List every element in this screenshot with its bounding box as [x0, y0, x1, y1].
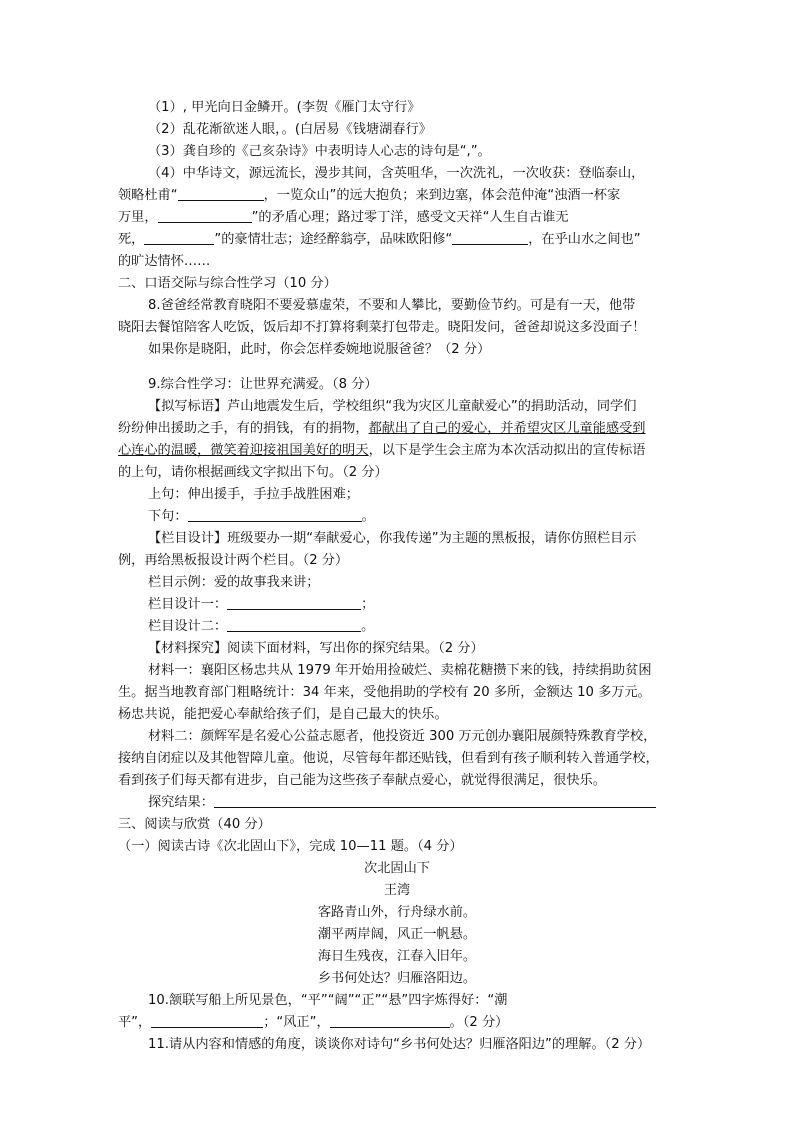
text: 栏目设计一： [148, 597, 228, 612]
q9-c-material1-line2: 生。据当地教育部门粗略统计：34 年来，受他捐助的学校有 20 多所，金额达 10 多万元。 [118, 685, 651, 700]
q9-a-line4: 的上句，请你根据画线文字拟出下句。（2 分） [118, 465, 388, 480]
q7-item1: （1）, 甲光向日金鳞开。(李贺《雁门太守行》 [148, 100, 421, 115]
q8-line1: 8.爸爸经常教育晓阳不要爱慕虚荣，不要和人攀比，要勤俭节约。可是有一天，他带 [148, 298, 636, 313]
q9-title: 9.综合性学习：让世界充满爱。（8 分） [148, 377, 378, 392]
text: 。（2 分） [449, 1015, 509, 1030]
poem-line: 海日生残夜，江春入旧年。 [317, 949, 477, 964]
poem-line: 客路青山外，行舟绿水前。 [317, 905, 477, 920]
q7-item4-line4 [118, 229, 641, 251]
q9-c-material1-line1: 材料一：襄阳区杨忠共从 1979 年开始用捡破烂、卖棉花糖攒下来的钱，持续捐助贫困 [148, 663, 652, 678]
text: ”的豪情壮志；途经醉翁亭，品味欧阳修“ [214, 232, 453, 247]
section2-title: 二、口语交际与综合性学习（10 分） [118, 276, 337, 291]
q9-a-upper: 上句：伸出援手，手拉手战胜困难； [148, 487, 359, 502]
q7-item4-line3 [118, 207, 569, 229]
q9-b-design1 [148, 594, 374, 616]
q9-c-line1: 【材料探究】阅读下面材料，写出你的探究结果。（2 分） [148, 641, 484, 656]
text: ，在乎山水之间也” [528, 232, 641, 247]
text: 。 [361, 619, 375, 634]
q7-item4-line1: （4）中华诗文，源远流长，漫步其间，含英咀华，一次洗礼，一次收获：登临泰山， [148, 166, 645, 181]
q11: 11.请从内容和情感的角度，谈谈你对诗句“乡书何处达？归雁洛阳边”的理解。（2 分） [148, 1037, 651, 1052]
answer-blank[interactable] [227, 616, 361, 632]
q9-a-line3 [118, 440, 646, 462]
q8-line3: 如果你是晓阳，此时，你会怎样委婉地说服爸爸？（2 分） [148, 342, 491, 357]
q9-b-design2 [148, 616, 374, 638]
q7-item4-line5: 的旷达情怀…… [118, 254, 211, 269]
q9-a-lower [148, 506, 375, 528]
text: ，以下是学生会主席为本次活动拟出的宣传标语 [368, 443, 646, 458]
q7-item3: （3）龚自珍的《己亥杂诗》中表明诗人心志的诗句是“,”。 [148, 144, 491, 159]
poem-title: 次北固山下 [364, 861, 430, 876]
answer-blank[interactable] [452, 229, 528, 245]
q9-c-material2-line3: 看到孩子们每天都有进步，自己能为这些孩子奉献点爱心，就觉得很满足，很快乐。 [118, 773, 606, 788]
text: ；“风正”， [263, 1015, 330, 1030]
poem-line: 乡书何处达？归雁洛阳边。 [317, 971, 477, 986]
text: 万里， [118, 210, 158, 225]
underlined-text: 心连心的温暖，微笑着迎接祖国美好的明天 [118, 443, 369, 458]
text: 探究结果： [148, 795, 214, 810]
poem-line: 潮平两岸阔，风正一帆悬。 [317, 927, 477, 942]
text: ； [361, 597, 375, 612]
answer-blank[interactable] [227, 594, 361, 610]
q9-c-material2-line2: 接纳自闭症以及其他智障儿童。他说，尽管每年都还贴钱，但看到有孩子顺利转入普通学校， [118, 751, 659, 766]
q9-c-result [148, 792, 656, 814]
answer-blank[interactable] [144, 229, 214, 245]
q7-item4-line2 [118, 185, 620, 207]
q10-line2 [118, 1012, 508, 1034]
text: 平”， [118, 1015, 152, 1030]
section3-sub1: （一）阅读古诗《次北固山下》，完成 10—11 题。（4 分） [118, 839, 463, 854]
q10-line1: 10.颔联写船上所见景色，“平”“阔”“正”“悬”四字炼得好：“潮 [148, 993, 508, 1008]
text: 。 [361, 509, 375, 524]
q7-item2: （2）乱花渐欲迷人眼，。(白居易《钱塘湖春行》 [148, 122, 432, 137]
q9-b-example: 栏目示例：爱的故事我来讲； [148, 575, 320, 590]
answer-blank[interactable] [330, 1012, 450, 1028]
poem-author: 王湾 [383, 883, 411, 898]
text: 纷纷伸出援助之手，有的捐钱，有的捐物， [118, 421, 369, 436]
text: 领略杜甫“ [118, 188, 178, 203]
underlined-text: 都献出了自己的爱心，并希望灾区儿童能感受到 [368, 421, 646, 436]
text: 栏目设计二： [148, 619, 228, 634]
section3-title: 三、阅读与欣赏（40 分） [118, 817, 271, 832]
q9-a-line2 [118, 418, 646, 440]
q9-b-line2: 例，再给黑板报设计两个栏目。（2 分） [118, 553, 349, 568]
answer-blank[interactable] [188, 506, 362, 522]
answer-blank[interactable] [214, 792, 656, 808]
q9-a-line1: 【拟写标语】芦山地震发生后，学校组织“我为灾区儿童献爱心”的捐助活动，同学们 [148, 399, 637, 414]
answer-blank[interactable] [151, 1012, 263, 1028]
q8-line2: 晓阳去餐馆陪客人吃饭，饭后却不打算将剩菜打包带走。晓阳发问，爸爸却说这多没面子！ [118, 320, 646, 335]
text: ，一览众山”的远大抱负；来到边塞，体会范仲淹“浊酒一杯家 [263, 188, 621, 203]
text: 死， [118, 232, 145, 247]
q9-c-material1-line3: 杨忠共说，能把爱心奉献给孩子们，是自己最大的快乐。 [118, 707, 448, 722]
q9-b-line1: 【栏目设计】班级要办一期“奉献爱心，你我传递”为主题的黑板报，请你仿照栏目示 [148, 531, 637, 546]
answer-blank[interactable] [158, 207, 252, 223]
answer-blank[interactable] [178, 185, 264, 201]
q9-c-material2-line1: 材料二：颜辉军是名爱心公益志愿者，他投资近 300 万元创办襄阳展颜特殊教育学校， [148, 729, 657, 744]
text: 下句： [148, 509, 188, 524]
text: ”的矛盾心理；路过零丁洋，感受文天祥“人生自古谁无 [251, 210, 569, 225]
